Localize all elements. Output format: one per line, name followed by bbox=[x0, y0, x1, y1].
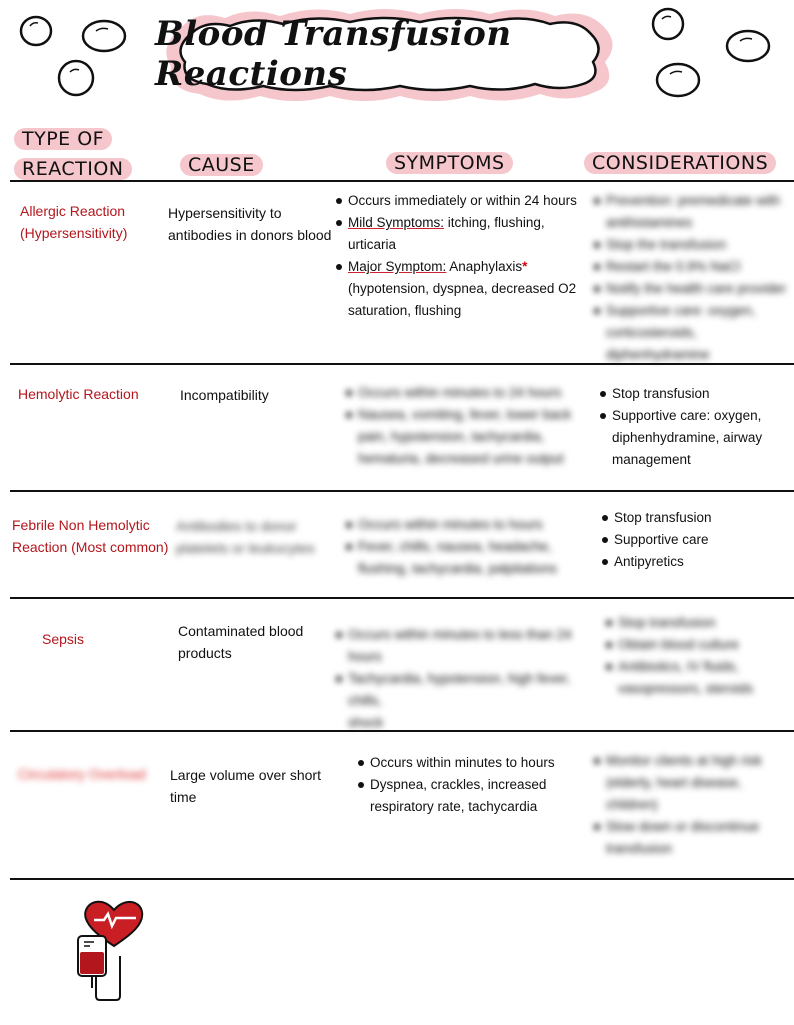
header-type bbox=[14, 124, 132, 184]
row2-consideration-2-line1: Supportive care: oxygen, bbox=[612, 408, 762, 423]
header-considerations-label: CONSIDERATIONS bbox=[584, 152, 776, 174]
row1-symptom-3 bbox=[348, 256, 589, 322]
row1-consideration-2: Stop the transfusion bbox=[606, 234, 792, 256]
row3-symptom-2-line2: flushing, tachycardia, palpitations bbox=[358, 561, 557, 576]
row4-considerations-blurred bbox=[604, 612, 784, 700]
row1-reaction bbox=[20, 200, 127, 244]
row4-cause-line2: products bbox=[178, 645, 232, 661]
row2-consideration-2-line3: management bbox=[612, 452, 691, 467]
row4-cause bbox=[178, 620, 303, 664]
row3-symptom-1: Occurs within minutes to hours bbox=[358, 514, 574, 536]
row3-reaction-line1: Febrile Non Hemolytic bbox=[12, 517, 150, 533]
row1-consideration-5-line2: corticosteroids, diphenhydramine bbox=[606, 325, 710, 362]
row1-consideration-1-line2: antihistamines bbox=[606, 215, 693, 230]
row4-symptom-2-line2: shock bbox=[348, 715, 384, 730]
row5-consideration-1 bbox=[606, 750, 788, 816]
row3-considerations bbox=[600, 507, 780, 573]
row5-considerations-blurred bbox=[592, 750, 788, 860]
row1-symptom-3-text: Anaphylaxis bbox=[446, 259, 523, 274]
row5-consideration-2 bbox=[606, 816, 788, 860]
row5-symptom-2-line2: respiratory rate, tachycardia bbox=[370, 799, 538, 814]
row1-considerations-blurred bbox=[592, 190, 792, 366]
row4-consideration-1: Stop transfusion bbox=[618, 612, 784, 634]
rule-row2 bbox=[10, 490, 794, 492]
header-cause-label: CAUSE bbox=[180, 154, 263, 176]
row2-consideration-2 bbox=[612, 405, 788, 471]
row2-symptom-2 bbox=[358, 404, 574, 470]
row5-symptom-2-line1: Dyspnea, crackles, increased bbox=[370, 777, 547, 792]
row1-symptom-1: Occurs immediately or within 24 hours bbox=[348, 190, 589, 212]
header-symptoms-label: SYMPTOMS bbox=[386, 152, 513, 174]
row2-reaction: Hemolytic Reaction bbox=[18, 386, 139, 402]
row1-consideration-4: Notify the health care provider bbox=[606, 278, 792, 300]
row1-consideration-5-line1: Supportive care: oxygen, bbox=[606, 303, 756, 318]
row4-consideration-2: Obtain blood culture bbox=[618, 634, 784, 656]
row4-reaction: Sepsis bbox=[42, 631, 85, 647]
row3-symptoms-blurred bbox=[344, 514, 574, 580]
blood-cells-left-icon bbox=[10, 6, 130, 102]
row2-symptom-1: Occurs within minutes to 24 hours bbox=[358, 382, 574, 404]
row3-cause-blurred bbox=[176, 515, 315, 559]
row2-consideration-1: Stop transfusion bbox=[612, 383, 788, 405]
row1-consideration-5 bbox=[606, 300, 792, 366]
row3-cause-line1: Antibodies to donor bbox=[176, 518, 297, 534]
row5-symptom-1: Occurs within minutes to hours bbox=[370, 752, 586, 774]
asterisk-icon: * bbox=[522, 259, 528, 274]
row1-symptom-2-cont: urticaria bbox=[348, 237, 397, 252]
row1-symptom-3-cont1: (hypotension, dyspnea, decreased O2 bbox=[348, 281, 577, 296]
row2-symptoms-blurred bbox=[344, 382, 574, 470]
row2-symptom-2-line3: hematuria, decreased urine output bbox=[358, 451, 564, 466]
row5-cause bbox=[170, 764, 321, 808]
blood-bag-heart-icon bbox=[70, 896, 150, 1004]
row4-consideration-3-line2: vasopressors, steroids bbox=[618, 681, 754, 696]
row5-consideration-1-line2: (elderly, heart disease, children) bbox=[606, 775, 742, 812]
row5-reaction-blurred: Circulatory Overload bbox=[18, 766, 146, 782]
page-title: Blood Transfusion Reactions bbox=[155, 14, 512, 94]
row5-consideration-2-line2: transfusion bbox=[606, 841, 673, 856]
row1-reaction-line1: Allergic Reaction bbox=[20, 203, 126, 219]
row1-reaction-line2: (Hypersensitivity) bbox=[20, 225, 128, 241]
row5-symptom-2 bbox=[370, 774, 586, 818]
row1-consideration-1-line1: Prevention: premedicate with bbox=[606, 193, 781, 208]
header-type-line2: REACTION bbox=[14, 158, 132, 180]
row1-symptom-2 bbox=[348, 212, 589, 256]
row1-cause-line1: Hypersensitivity to bbox=[168, 205, 282, 221]
row5-symptoms bbox=[356, 752, 586, 818]
row2-symptom-2-line1: Nausea, vomiting, fever, lower back bbox=[358, 407, 572, 422]
row5-cause-line2: time bbox=[170, 789, 197, 805]
row3-reaction bbox=[12, 514, 168, 558]
row2-symptom-2-line2: pain, hypotension, tachycardia, bbox=[358, 429, 545, 444]
row2-considerations bbox=[598, 383, 788, 471]
row1-cause-line2: antibodies in donors blood bbox=[168, 227, 332, 243]
row1-symptom-2-text: itching, flushing, bbox=[444, 215, 545, 230]
row4-symptom-2-line1: Tachycardia, hypotension, high fever, chills, bbox=[348, 671, 571, 708]
row3-consideration-3: Antipyretics bbox=[614, 551, 780, 573]
row4-symptom-2 bbox=[348, 668, 590, 734]
header-type-line1: TYPE OF bbox=[14, 128, 112, 150]
header-considerations bbox=[584, 148, 776, 178]
rule-row3 bbox=[10, 597, 794, 599]
row5-consideration-2-line1: Slow down or discontinue bbox=[606, 819, 760, 834]
row1-symptom-3-label: Major Symptom: bbox=[348, 259, 447, 274]
row1-symptoms bbox=[334, 190, 589, 322]
row4-symptom-1: Occurs within minutes to less than 24 hours bbox=[348, 624, 590, 668]
row1-symptom-2-label: Mild Symptoms: bbox=[348, 215, 445, 230]
row4-symptoms-blurred bbox=[334, 624, 590, 734]
row5-cause-line1: Large volume over short bbox=[170, 767, 321, 783]
rule-header bbox=[10, 180, 794, 182]
row3-symptom-2-line1: Fever, chills, nausea, headache, bbox=[358, 539, 552, 554]
header-symptoms bbox=[386, 148, 513, 178]
row2-consideration-2-line2: diphenhydramine, airway bbox=[612, 430, 763, 445]
title-banner bbox=[155, 4, 625, 104]
row1-cause bbox=[168, 202, 331, 246]
row2-cause: Incompatibility bbox=[180, 387, 269, 403]
row5-consideration-1-line1: Monitor clients at high risk bbox=[606, 753, 763, 768]
rule-row5 bbox=[10, 878, 794, 880]
row3-cause-line2: platelets or leukocytes bbox=[176, 540, 315, 556]
row3-symptom-2 bbox=[358, 536, 574, 580]
row4-cause-line1: Contaminated blood bbox=[178, 623, 304, 639]
row1-consideration-3: Restart the 0.9% NaCl bbox=[606, 256, 792, 278]
row3-consideration-1: Stop transfusion bbox=[614, 507, 780, 529]
row4-consideration-3 bbox=[618, 656, 784, 700]
header-cause bbox=[180, 150, 263, 180]
row4-consideration-3-line1: Antibiotics, IV fluids, bbox=[618, 659, 739, 674]
row3-reaction-line2: Reaction (Most common) bbox=[12, 539, 169, 555]
row1-symptom-3-cont2: saturation, flushing bbox=[348, 303, 462, 318]
blood-cells-right-icon bbox=[640, 2, 780, 102]
row1-consideration-1 bbox=[606, 190, 792, 234]
row3-consideration-2: Supportive care bbox=[614, 529, 780, 551]
